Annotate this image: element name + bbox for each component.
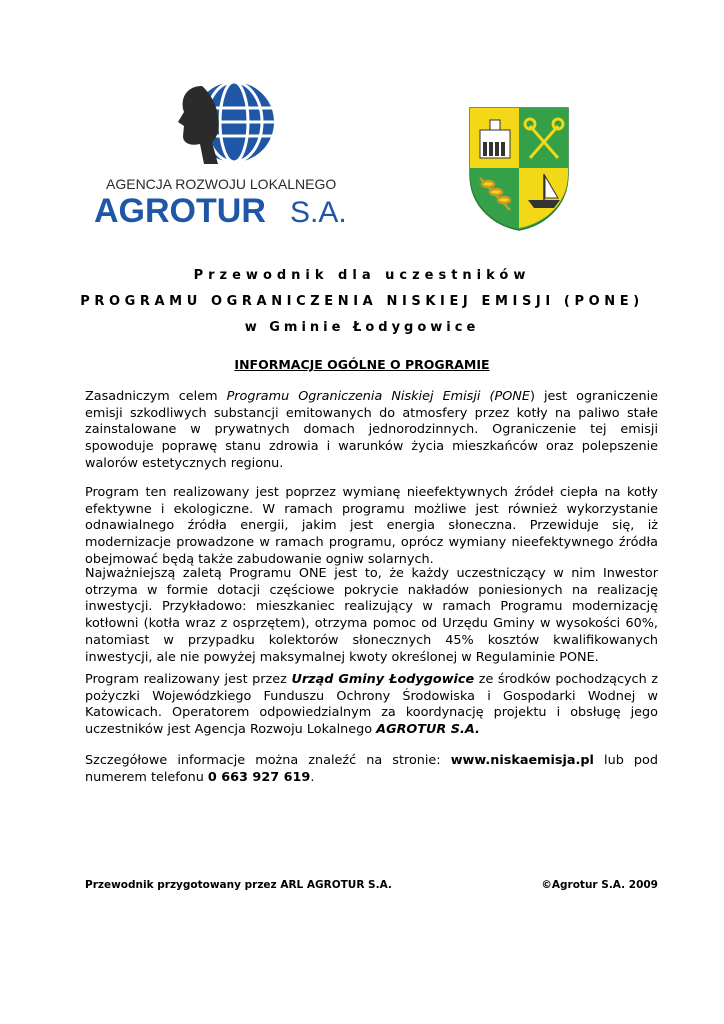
section-heading: INFORMACJE OGÓLNE O PROGRAMIE xyxy=(234,357,490,372)
phone-number: 0 663 927 619 xyxy=(207,769,311,785)
paragraph-operator: Program realizowany jest przez Urząd Gminy Łodygowice ze środków pochodzących z pożyczki Wojewódzkiego Funduszu Ochrony Środowiska i Gospodarki Wodnej w Katowicach. Operatorem odpowiedzialnym za koordynację projektu i obsługę jego uczestników jest Agencja Rozwoju Lokalnego AGROTUR S.A. xyxy=(85,672,658,738)
globe-icon xyxy=(178,82,274,164)
program-title: PROGRAMU OGRANICZENIA NISKIEJ EMISJI (PONE) xyxy=(80,294,644,309)
paragraph-advantages: Najważniejszą zaletą Programu ONE jest to, że każdy uczestniczący w nim Inwestor otrzyma w formie dotacji częściowe pokrycie nakładów poniesionych na realizację inwestycji. Przykładowo: mieszkaniec realizujący w ramach Programu modernizację kotłowni (kotła wraz z osprzętem), otrzyma pomoc od Urzędu Gminy w wysokości 60%, natomiast w przypadku kolektorów słonecznych 45% kosztów kwalifikowanych inwestycji, ale nie powyżej maksymalnej kwoty określonej w Regulaminie PONE. xyxy=(85,566,658,665)
agrotur-logo xyxy=(84,72,374,232)
paragraph-contact: Szczegółowe informacje można znaleźć na stronie: www.niskaemisja.pl lub pod numerem telefonu 0 663 927 619. xyxy=(85,753,658,785)
paragraph-purpose: Zasadniczym celem Programu Ograniczenia Niskiej Emisji (PONE) jest ograniczenie emisji szkodliwych substancji emitowanych do atmosfery przez kotły na paliwo stałe zainstalowane w prywatnych domach jednorodzinnych. Ograniczenie tej emisji spowoduje poprawę stanu zdrowia i warunków życia mieszkańców oraz polepszenie walorów estetycznych regionu. xyxy=(85,389,658,471)
paragraph-implementation: Program ten realizowany jest poprzez wymianę nieefektywnych źródeł ciepła na kotły efektywne i ekologiczne. W ramach programu możliwe jest również wykorzystanie odnawialnego źródła energii, jakim jest energia słoneczna. Przewiduje się, iż modernizacje prowadzone w ramach programu, oprócz wymiany nieefektywnego źródła obejmować będą także zabudowanie ogniw solarnych. xyxy=(85,485,658,567)
svg-text:AGROTUR: AGROTUR xyxy=(94,192,266,230)
footer-copyright: ©Agrotur S.A. 2009 xyxy=(541,879,658,891)
svg-text:AGENCJA ROZWOJU LOKALNEGO: AGENCJA ROZWOJU LOKALNEGO xyxy=(106,176,337,192)
guide-title: Przewodnik dla uczestników xyxy=(193,268,531,283)
gmina-crest xyxy=(466,104,572,232)
website-link[interactable]: www.niskaemisja.pl xyxy=(450,753,594,768)
svg-text:S.A.: S.A. xyxy=(290,196,347,229)
municipality-title: w Gminie Łodygowice xyxy=(244,320,480,335)
footer-prepared-by: Przewodnik przygotowany przez ARL AGROTUR S.A. xyxy=(85,879,392,891)
